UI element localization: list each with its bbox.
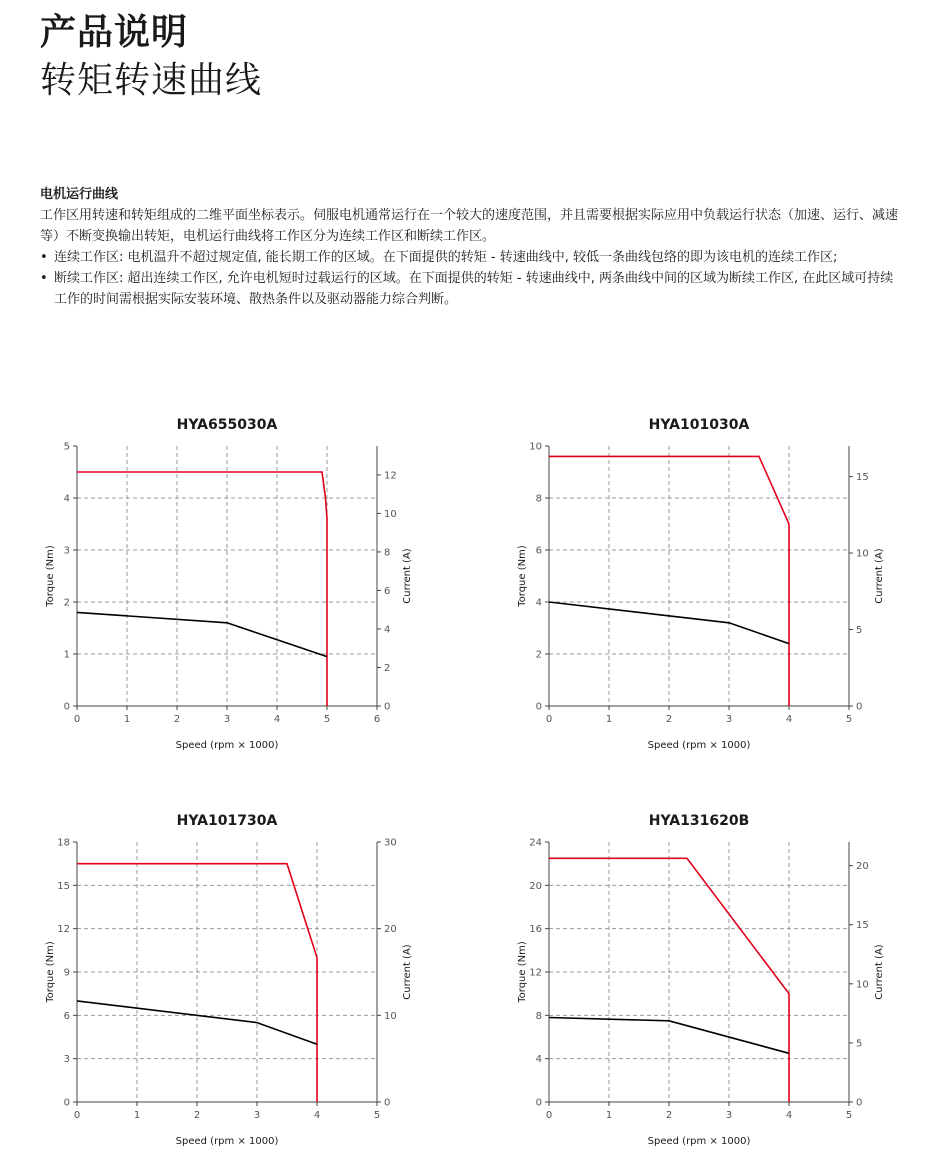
y2-axis-label: Current (A) xyxy=(402,944,413,1000)
x-tick-label: 1 xyxy=(605,714,613,725)
y-tick-label: 4 xyxy=(535,1054,542,1066)
y-tick-label: 3 xyxy=(63,545,70,557)
chart-title: HYA655030A xyxy=(176,417,278,433)
y2-tick-label: 0 xyxy=(384,701,391,713)
y-tick-label: 4 xyxy=(535,597,542,609)
y2-axis-label: Current (A) xyxy=(402,548,413,604)
y2-axis-label: Current (A) xyxy=(874,548,885,604)
chart-hya131620b xyxy=(512,806,892,1160)
x-tick-label: 0 xyxy=(73,1110,81,1121)
intro-paragraph: 工作区用转速和转矩组成的二维平面坐标表示。伺服电机通常运行在一个较大的速度范围，并且需要根据实际应用中负载运行状态（加速、运行、减速等）不断变换输出转矩，电机运行曲线将工作区分为连续工作区和断续工作区。 xyxy=(40,208,899,244)
y2-tick-label: 0 xyxy=(384,1097,391,1109)
x-tick-label: 1 xyxy=(133,1110,141,1121)
x-tick-label: 4 xyxy=(785,1110,793,1121)
y2-tick-label: 20 xyxy=(384,924,397,936)
y-tick-label: 6 xyxy=(63,1010,70,1022)
y2-tick-label: 10 xyxy=(384,1010,397,1022)
page-subtitle: 转矩转速曲线 xyxy=(40,60,263,101)
y2-axis-label: Current (A) xyxy=(874,944,885,1000)
y2-tick-label: 20 xyxy=(856,861,869,873)
y-tick-label: 8 xyxy=(535,1010,542,1022)
x-tick-label: 3 xyxy=(725,1110,733,1121)
y-tick-label: 0 xyxy=(535,1097,542,1109)
bullet-intermittent-zone: • 断续工作区: 超出连续工作区, 允许电机短时过载运行的区域。在下面提供的转矩 - 转速曲线中, 两条曲线中间的区域为断续工作区, 在此区域可持续工作的时间需根据实际安装环境、散热条件以及驱动器能力综合判断。 xyxy=(40,268,900,310)
y-tick-label: 12 xyxy=(57,924,70,936)
y-tick-label: 20 xyxy=(529,880,542,892)
x-tick-label: 6 xyxy=(373,714,381,725)
y2-tick-label: 8 xyxy=(384,547,391,559)
chart-title: HYA101730A xyxy=(176,813,278,829)
chart-svg-hya131620b xyxy=(512,806,892,1156)
x-tick-label: 5 xyxy=(845,714,853,725)
y-tick-label: 8 xyxy=(535,493,542,505)
y2-tick-label: 6 xyxy=(384,585,391,597)
y2-tick-label: 15 xyxy=(856,920,869,932)
x-tick-label: 1 xyxy=(123,714,131,725)
y2-tick-label: 12 xyxy=(384,470,397,482)
y2-tick-label: 30 xyxy=(384,837,397,849)
x-tick-label: 4 xyxy=(273,714,281,725)
x-tick-label: 2 xyxy=(193,1110,201,1121)
bullet-continuous-zone: • 连续工作区: 电机温升不超过规定值, 能长期工作的区域。在下面提供的转矩 - 转速曲线中, 较低一条曲线包络的即为该电机的连续工作区; xyxy=(40,247,900,268)
x-tick-label: 3 xyxy=(725,714,733,725)
x-tick-label: 2 xyxy=(173,714,181,725)
y2-tick-label: 4 xyxy=(384,624,391,636)
x-tick-label: 0 xyxy=(545,1110,553,1121)
y-axis-label: Torque (Nm) xyxy=(45,941,56,1003)
y2-tick-label: 10 xyxy=(384,508,397,520)
x-tick-label: 4 xyxy=(313,1110,321,1121)
y2-tick-label: 10 xyxy=(856,548,869,560)
y-tick-label: 24 xyxy=(529,837,542,849)
intro-section xyxy=(40,184,900,310)
x-axis-label: Speed (rpm × 1000) xyxy=(647,740,751,751)
x-axis-label: Speed (rpm × 1000) xyxy=(175,740,279,751)
y-tick-label: 10 xyxy=(529,441,542,453)
y-tick-label: 2 xyxy=(535,649,542,661)
y-tick-label: 5 xyxy=(63,441,70,453)
x-tick-label: 4 xyxy=(785,714,793,725)
chart-hya101730a xyxy=(40,806,420,1160)
y-axis-label: Torque (Nm) xyxy=(45,545,56,607)
y2-tick-label: 15 xyxy=(856,472,869,484)
y-tick-label: 12 xyxy=(529,967,542,979)
y2-tick-label: 5 xyxy=(856,1038,863,1050)
y-tick-label: 4 xyxy=(63,493,70,505)
y2-tick-label: 5 xyxy=(856,625,863,637)
y-axis-label: Torque (Nm) xyxy=(517,545,528,607)
y-tick-label: 16 xyxy=(529,924,542,936)
chart-hya655030a xyxy=(40,410,420,764)
y-tick-label: 3 xyxy=(63,1054,70,1066)
page-title: 产品说明 xyxy=(40,12,189,53)
continuous-torque-line xyxy=(77,1001,317,1044)
y2-tick-label: 10 xyxy=(856,979,869,991)
y-tick-label: 2 xyxy=(63,597,70,609)
x-tick-label: 3 xyxy=(223,714,231,725)
x-tick-label: 5 xyxy=(373,1110,381,1121)
x-tick-label: 2 xyxy=(665,714,673,725)
y-tick-label: 0 xyxy=(63,701,70,713)
peak-torque-line xyxy=(77,472,327,706)
y2-tick-label: 0 xyxy=(856,701,863,713)
y-tick-label: 6 xyxy=(535,545,542,557)
chart-hya101030a xyxy=(512,410,892,764)
x-tick-label: 3 xyxy=(253,1110,261,1121)
y-tick-label: 9 xyxy=(63,967,70,979)
x-tick-label: 5 xyxy=(323,714,331,725)
x-axis-label: Speed (rpm × 1000) xyxy=(175,1136,279,1147)
x-tick-label: 5 xyxy=(845,1110,853,1121)
y-tick-label: 18 xyxy=(57,837,70,849)
intro-bullet-list xyxy=(40,247,900,310)
chart-title: HYA131620B xyxy=(648,813,750,829)
continuous-torque-line xyxy=(77,612,327,656)
y-tick-label: 0 xyxy=(63,1097,70,1109)
x-tick-label: 1 xyxy=(605,1110,613,1121)
intro-heading: 电机运行曲线 xyxy=(40,187,119,202)
y2-tick-label: 0 xyxy=(856,1097,863,1109)
x-tick-label: 2 xyxy=(665,1110,673,1121)
chart-svg-hya101730a xyxy=(40,806,420,1156)
x-tick-label: 0 xyxy=(545,714,553,725)
chart-title: HYA101030A xyxy=(648,417,750,433)
y-tick-label: 0 xyxy=(535,701,542,713)
x-axis-label: Speed (rpm × 1000) xyxy=(647,1136,751,1147)
y-tick-label: 1 xyxy=(63,649,70,661)
x-tick-label: 0 xyxy=(73,714,81,725)
y2-tick-label: 2 xyxy=(384,662,391,674)
chart-svg-hya101030a xyxy=(512,410,892,760)
chart-svg-hya655030a xyxy=(40,410,420,760)
y-tick-label: 15 xyxy=(57,880,70,892)
y-axis-label: Torque (Nm) xyxy=(517,941,528,1003)
